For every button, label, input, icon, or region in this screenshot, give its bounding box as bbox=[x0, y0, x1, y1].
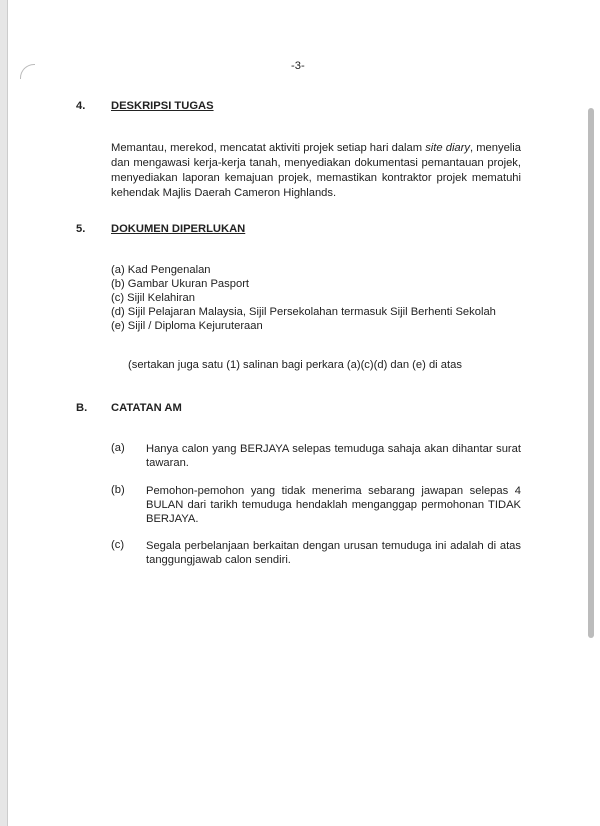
item-c-text: Segala perbelanjaan berkaitan dengan urusan temuduga ini adalah di atas tanggungjawab calon sendiri. bbox=[146, 540, 521, 566]
list-item: (e) Sijil / Diploma Kejuruteraan bbox=[111, 320, 263, 332]
page-number: -3- bbox=[291, 60, 305, 72]
viewer-frame bbox=[0, 0, 8, 826]
section-5-title: DOKUMEN DIPERLUKAN bbox=[111, 223, 246, 235]
section-5-number: 5. bbox=[76, 223, 86, 235]
item-b-text: Pemohon-pemohon yang tidak menerima sebarang jawapan selepas 4 BULAN dari tarikh temuduga hendaklah menganggap permohonan TIDAK BERJAYA. bbox=[146, 485, 521, 525]
document-list bbox=[111, 263, 496, 333]
italic-text: site diary bbox=[425, 142, 470, 154]
section-b-title: CATATAN AM bbox=[111, 402, 182, 414]
section-5-note: (sertakan juga satu (1) salinan bagi perkara (a)(c)(d) dan (e) di atas bbox=[128, 359, 462, 371]
list-item: (a) Kad Pengenalan bbox=[111, 264, 211, 276]
scrollbar[interactable] bbox=[588, 108, 594, 638]
list-item: (d) Sijil Pelajaran Malaysia, Sijil Persekolahan termasuk Sijil Berhenti Sekolah bbox=[111, 306, 496, 318]
section-b-number: B. bbox=[76, 402, 88, 414]
item-b-label: (b) bbox=[111, 484, 125, 496]
item-a-text: Hanya calon yang BERJAYA selepas temuduga sahaja akan dihantar surat tawaran. bbox=[146, 443, 521, 469]
section-4-paragraph bbox=[111, 141, 521, 201]
item-a-label: (a) bbox=[111, 442, 125, 454]
text: , menyelia dan mengawasi kerja-kerja tanah, menyediakan dokumentasi pemantauan projek, menyediakan laporan kemajuan projek, memastikan kontraktor projek mematuhi kehendak Majlis Daerah Cameron Highlands. bbox=[111, 142, 521, 199]
list-item: (c) Sijil Kelahiran bbox=[111, 292, 195, 304]
page-curl-icon bbox=[20, 64, 35, 79]
section-4-title: DESKRIPSI TUGAS bbox=[111, 100, 214, 112]
item-c-label: (c) bbox=[111, 539, 125, 551]
text: Memantau, merekod, mencatat aktiviti projek setiap hari dalam bbox=[111, 142, 426, 154]
section-4-number: 4. bbox=[76, 100, 86, 112]
list-item: (b) Gambar Ukuran Pasport bbox=[111, 278, 250, 290]
